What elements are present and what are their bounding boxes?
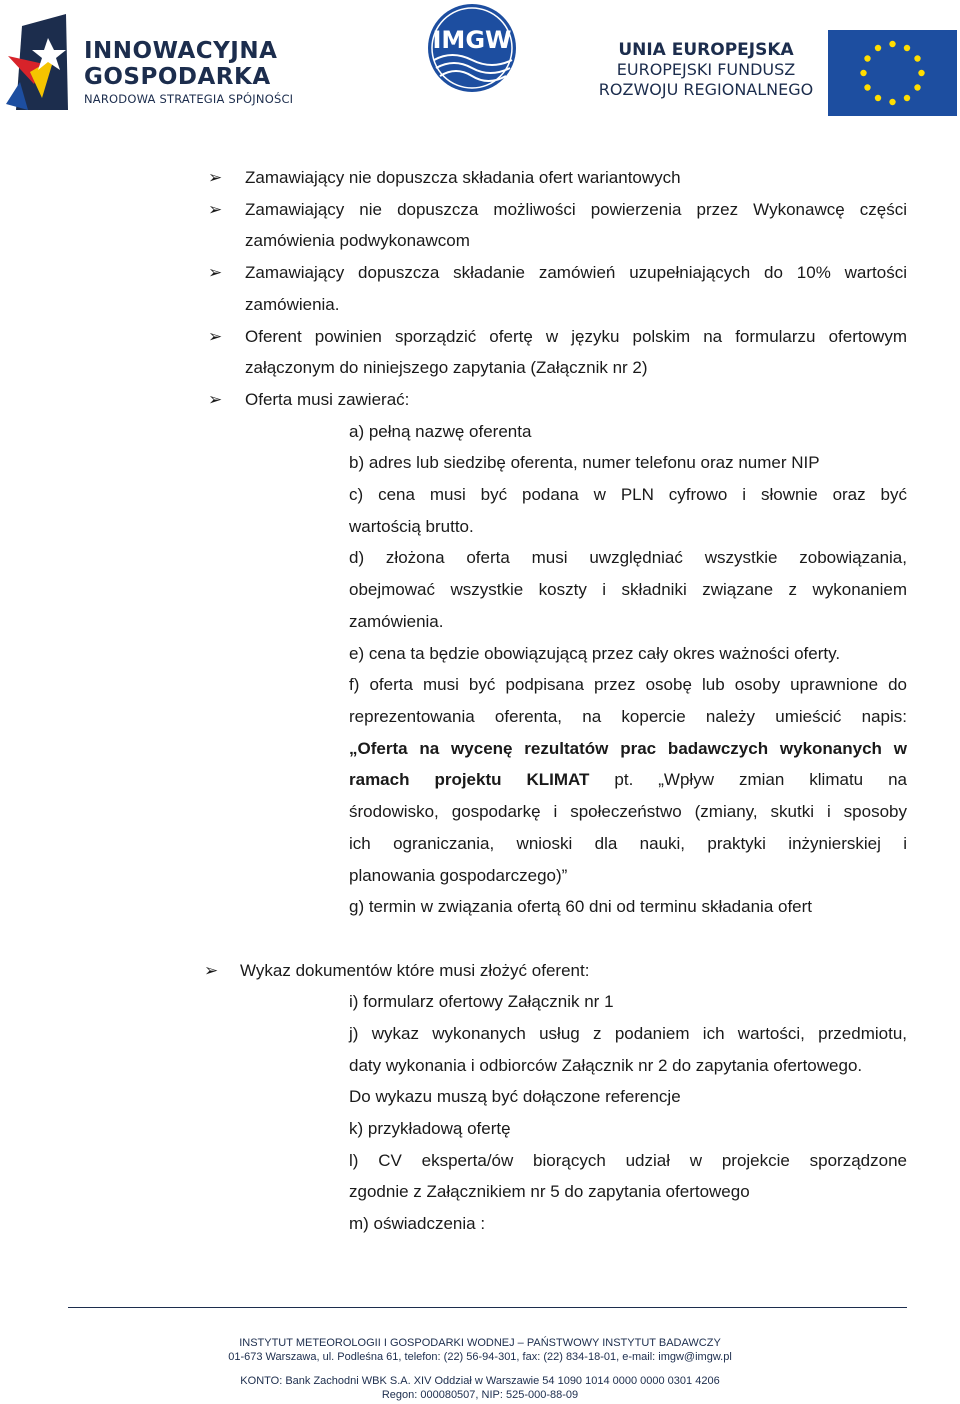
ig-logo-line1: INNOWACYJNA: [84, 38, 278, 64]
doc-item-m: m) oświadczenia :: [349, 1214, 486, 1233]
bullet-required-documents: Wykaz dokumentów które musi złożyć oferent:: [240, 961, 590, 980]
offer-item-d-line2: obejmować wszystkie koszty i składniki związane z wykonaniem: [349, 580, 907, 599]
offer-item-f-line4: [349, 770, 907, 790]
offer-item-f-line1: f) oferta musi być podpisana przez osobę lub osoby uprawnione do: [349, 675, 907, 694]
arrow-bullet-icon: ➢: [208, 390, 223, 409]
offer-item-e: e) cena ta będzie obowiązującą przez cały okres ważności oferty.: [349, 644, 841, 663]
bullet-no-variant-offers: Zamawiający nie dopuszcza składania ofert wariantowych: [245, 168, 681, 187]
doc-item-j-line2: daty wykonania i odbiorców Załącznik nr 2 do zapytania ofertowego.: [349, 1056, 863, 1075]
eu-flag-icon: [828, 30, 957, 116]
eu-text-block: [596, 40, 816, 100]
offer-item-f-line2: reprezentowania oferenta, na kopercie należy umieścić napis:: [349, 707, 907, 726]
eu-line2: EUROPEJSKI FUNDUSZ: [616, 60, 796, 79]
offer-item-f-line6: ich ograniczania, wnioski dla nauki, praktyki inżynierskiej i: [349, 834, 907, 853]
innowacyjna-gospodarka-mark-icon: [4, 12, 80, 112]
doc-item-j-line3: Do wykazu muszą być dołączone referencje: [349, 1087, 681, 1106]
arrow-bullet-icon: ➢: [208, 200, 223, 219]
footer-regon-nip: Regon: 000080507, NIP: 525-000-88-09: [381, 1389, 579, 1401]
offer-item-d-line1: d) złożona oferta musi uwzględniać wszystkie zobowiązania,: [349, 548, 907, 567]
offer-item-f-line4-rest: pt. „Wpływ zmian klimatu na: [589, 770, 908, 789]
doc-item-i: i) formularz ofertowy Załącznik nr 1: [349, 992, 614, 1011]
offer-item-f-line5: środowisko, gospodarkę i społeczeństwo (zmiany, skutki i sposoby: [349, 802, 907, 821]
imgw-logo-icon: [426, 2, 518, 94]
imgw-logo-text: IMGW: [432, 26, 512, 54]
innowacyjna-gospodarka-logo: [4, 12, 304, 112]
offer-item-a: a) pełną nazwę oferenta: [349, 422, 532, 441]
offer-item-d-line3: zamówienia.: [349, 612, 444, 631]
offer-item-f-line4-bold: ramach projektu KLIMAT: [349, 770, 590, 789]
doc-item-j-line1: j) wykaz wykonanych usług z podaniem ich wartości, przedmiotu,: [349, 1024, 907, 1043]
doc-item-k: k) przykładową ofertę: [349, 1119, 511, 1138]
bullet-offer-contents: Oferta musi zawierać:: [245, 390, 410, 409]
offer-item-f-line3: „Oferta na wycenę rezultatów prac badawczych wykonanych w: [349, 739, 907, 758]
offer-item-f-line7: planowania gospodarczego)”: [349, 866, 568, 885]
footer-address: 01-673 Warszawa, ul. Podleśna 61, telefon: (22) 56-94-301, fax: (22) 834-18-01, e-mail: imgw@imgw.pl: [228, 1351, 732, 1363]
offer-item-b: b) adres lub siedzibę oferenta, numer telefonu oraz numer NIP: [349, 453, 820, 472]
bullet-supplementary-orders-line2: zamówienia.: [245, 295, 340, 314]
arrow-bullet-icon: ➢: [208, 327, 223, 346]
footer-bank-account: KONTO: Bank Zachodni WBK S.A. XIV Oddział w Warszawie 54 1090 1014 0000 0000 0301 4206: [240, 1375, 720, 1387]
offer-item-c-line2: wartością brutto.: [349, 517, 474, 536]
bullet-no-subcontracting-line2: zamówienia podwykonawcom: [245, 231, 470, 250]
doc-item-l-line2: zgodnie z Załącznikiem nr 5 do zapytania ofertowego: [349, 1182, 750, 1201]
footer-institute-name: INSTYTUT METEOROLOGII I GOSPODARKI WODNEJ – PAŃSTWOWY INSTYTUT BADAWCZY: [239, 1337, 721, 1349]
footer-divider: [68, 1307, 907, 1308]
bullet-no-subcontracting-line1: Zamawiający nie dopuszcza możliwości powierzenia przez Wykonawcę części: [245, 200, 907, 219]
doc-item-l-line1: l) CV eksperta/ów biorących udział w projekcie sporządzone: [349, 1151, 907, 1170]
offer-item-c-line1: c) cena musi być podana w PLN cyfrowo i słownie oraz być: [349, 485, 907, 504]
bullet-supplementary-orders-line1: Zamawiający dopuszcza składanie zamówień uzupełniających do 10% wartości: [245, 263, 907, 282]
arrow-bullet-icon: ➢: [208, 168, 223, 187]
ig-logo-line2: GOSPODARKA: [84, 64, 271, 90]
eu-line1: UNIA EUROPEJSKA: [618, 40, 794, 60]
page-header: [0, 0, 960, 120]
arrow-bullet-icon: ➢: [204, 961, 219, 980]
ig-logo-line3: NARODOWA STRATEGIA SPÓJNOŚCI: [84, 92, 294, 106]
bullet-offer-language-line2: załączonym do niniejszego zapytania (Załącznik nr 2): [245, 358, 648, 377]
offer-item-g: g) termin w związania ofertą 60 dni od terminu składania ofert: [349, 897, 813, 916]
arrow-bullet-icon: ➢: [208, 263, 223, 282]
eu-line3: ROZWOJU REGIONALNEGO: [598, 80, 814, 99]
bullet-offer-language-line1: Oferent powinien sporządzić ofertę w języku polskim na formularzu ofertowym: [245, 327, 907, 346]
